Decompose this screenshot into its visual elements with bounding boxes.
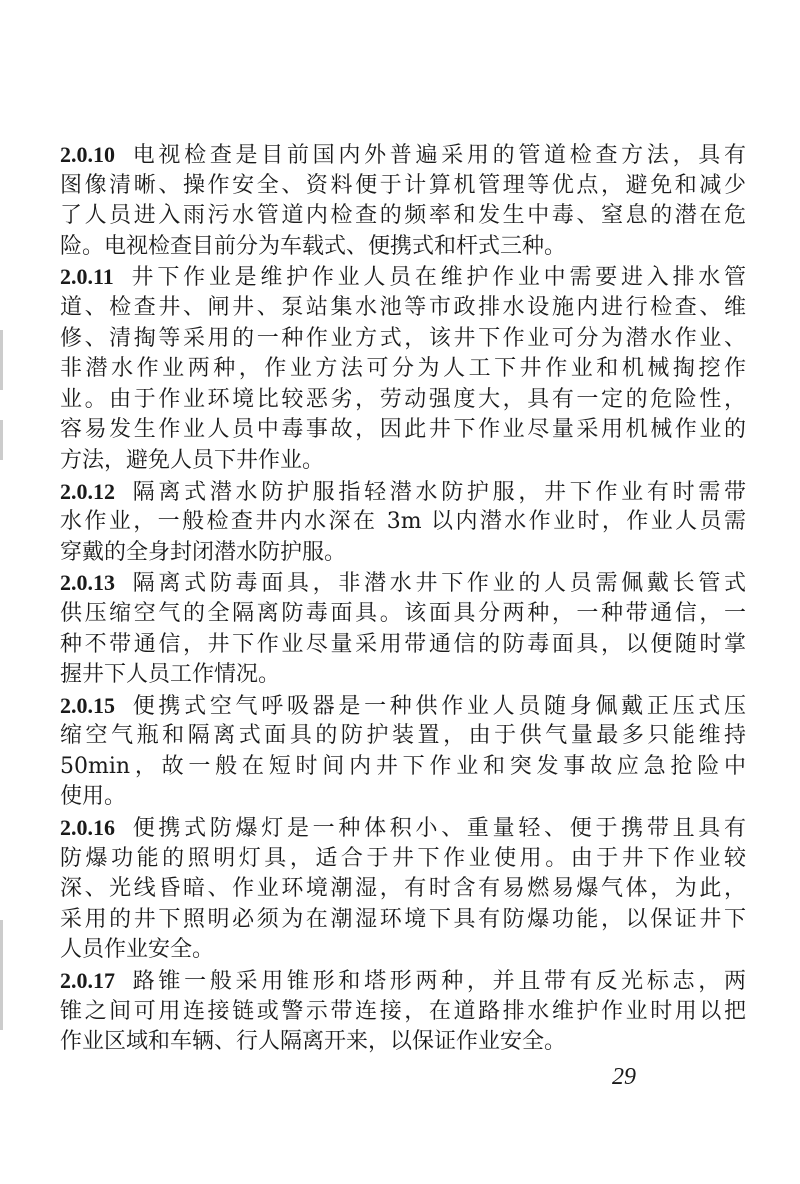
line-text: 井下作业是维护作业人员在维护作业中需要进入排水管 [127,265,746,291]
text-line [60,905,746,936]
text-line [60,201,746,232]
text-line [60,599,746,630]
text-line [60,477,746,508]
text-line [60,507,746,538]
text-line [60,813,746,844]
clause-number: 2.0.17 [60,968,115,994]
text-line [60,752,746,783]
line-text: 锥之间可用连接链或警示带连接，在道路排水维护作业时用以把 [60,998,746,1024]
line-text: 握井下人员工作情况。 [60,662,281,688]
text-line [60,935,746,966]
line-text: 采用的井下照明必须为在潮湿环境下具有防爆功能，以保证井下 [60,906,746,932]
clause-2-0-11 [60,262,746,476]
text-line [60,966,746,997]
text-line [60,293,746,324]
line-text: 穿戴的全身封闭潜水防护服。 [60,539,347,565]
text-line [60,385,746,416]
text-line [60,844,746,875]
text-line [60,324,746,355]
text-line [60,1027,746,1058]
clause-2-0-15 [60,691,746,813]
line-text: 水作业，一般检查井内水深在 3m 以内潜水作业时，作业人员需 [60,509,746,535]
line-text: 非潜水作业两种，作业方法可分为人工下井作业和机械掏挖作 [60,356,746,382]
line-text: 电视检查是目前国内外普遍采用的管道检查方法，具有 [129,143,746,168]
line-text: 种不带通信，井下作业尽量采用带通信的防毒面具，以便随时掌 [60,631,746,657]
page-number: 29 [612,1064,636,1090]
text-line [60,538,746,569]
line-text: 隔离式防毒面具，非潜水井下作业的人员需佩戴长管式 [129,571,746,597]
page-edge-shadow [0,330,3,390]
line-text: 便携式防爆灯是一种体积小、重量轻、便于携带且具有 [129,816,746,842]
line-text: 便携式空气呼吸器是一种供作业人员随身佩戴正压式压 [129,693,746,719]
line-text: 险。电视检查目前分为车载式、便携式和杆式三种。 [60,233,567,259]
line-text: 道、检查井、闸井、泵站集水池等市政排水设施内进行检查、维 [60,294,746,320]
text-line [60,874,746,905]
line-text: 修、清掏等采用的一种作业方式，该井下作业可分为潜水作业、 [60,325,746,351]
line-text: 方法，避免人员下井作业。 [60,447,325,473]
line-text: 缩空气瓶和隔离式面具的防护装置，由于供气量最多只能维持 [60,723,746,749]
clause-number: 2.0.11 [60,264,114,290]
clause-2-0-16 [60,813,746,966]
line-text: 路锥一般采用锥形和塔形两种，并且带有反光标志，两 [129,969,746,995]
text-line [60,415,746,446]
text-line [60,568,746,599]
text-line [60,721,746,752]
line-text: 作业区域和车辆、行人隔离开来，以保证作业安全。 [60,1029,567,1055]
clause-number: 2.0.13 [60,570,115,596]
clause-number: 2.0.15 [60,692,115,718]
line-text: 使用。 [60,784,127,810]
text-line [60,691,746,722]
clause-number: 2.0.10 [60,142,115,167]
line-text: 50min，故一般在短时间内井下作业和突发事故应急抢险中 [60,753,746,779]
line-text: 供压缩空气的全隔离防毒面具。该面具分两种，一种带通信，一 [60,600,746,626]
text-line [60,997,746,1028]
line-text: 防爆功能的照明灯具，适合于井下作业使用。由于井下作业较 [60,845,746,871]
text-line [60,660,746,691]
clause-2-0-10 [60,140,746,262]
text-line [60,630,746,661]
text-line [60,171,746,202]
text-line [60,140,746,171]
line-text: 人员作业安全。 [60,937,215,963]
line-text: 深、光线昏暗、作业环境潮湿，有时含有易燃易爆气体，为此， [60,876,746,902]
text-line [60,232,746,263]
clause-2-0-13 [60,568,746,690]
line-text: 隔离式潜水防护服指轻潜水防护服，井下作业有时需带 [129,479,746,505]
document-body [60,140,746,1058]
line-text: 了人员进入雨污水管道内检查的频率和发生中毒、窒息的潜在危 [60,203,746,229]
clause-number: 2.0.16 [60,815,115,841]
clause-2-0-12 [60,477,746,569]
text-line [60,446,746,477]
line-text: 容易发生作业人员中毒事故，因此井下作业尽量采用机械作业的 [60,417,746,443]
text-line [60,782,746,813]
clause-2-0-17 [60,966,746,1058]
text-line [60,262,746,293]
line-text: 业。由于作业环境比较恶劣，劳动强度大，具有一定的危险性， [60,386,746,412]
text-line [60,354,746,385]
clause-number: 2.0.12 [60,478,115,504]
page-edge-shadow [0,420,3,460]
page-edge-shadow [0,920,3,1030]
line-text: 图像清晰、操作安全、资料便于计算机管理等优点，避免和减少 [60,172,746,198]
